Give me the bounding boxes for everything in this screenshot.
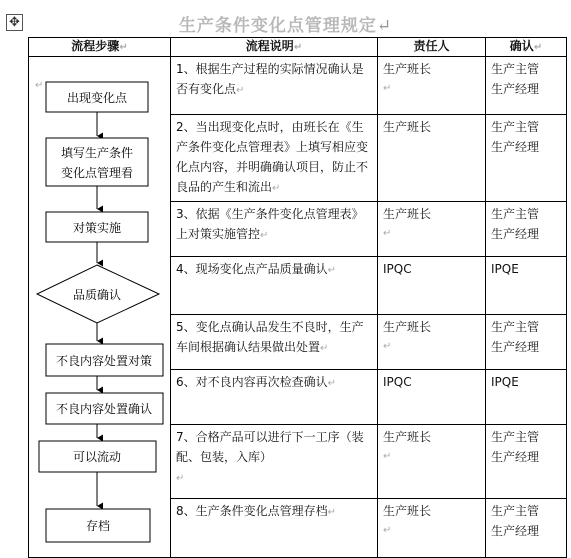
description-text: 2、当出现变化点时，由班长在《生产条件变化点管理表》上填写相应变化点内容，并明确确认项目，防止不良品的产生和流出: [176, 120, 369, 194]
header-confirm: [486, 38, 567, 57]
owner-text: 生产班长: [383, 120, 432, 134]
cell-mark-icon: ↵: [119, 42, 128, 53]
cell-mark-icon: ↵: [383, 341, 392, 352]
paragraph-mark-icon: ↵: [376, 16, 393, 36]
confirm-text: 生产主管: [491, 62, 540, 76]
row-1-owner: [378, 57, 486, 115]
row-5-description: [171, 315, 378, 370]
table-row: [29, 57, 567, 115]
cell-mark-icon: ↵: [320, 343, 329, 354]
document-title: [0, 11, 571, 36]
owner-text: IPQC: [383, 375, 412, 389]
description-text: 8、生产条件变化点管理存档: [176, 504, 328, 518]
confirm-text: 生产主管: [491, 207, 540, 221]
header-label: 责任人: [413, 39, 450, 53]
cell-mark-icon: ↵: [327, 507, 337, 518]
row-1-description: [171, 57, 378, 115]
owner-text: 生产班长: [383, 207, 432, 221]
row-2-confirm: [486, 115, 567, 202]
row-8-owner: [378, 499, 486, 558]
flow-step-6: [46, 393, 163, 424]
cell-mark-icon: ↵: [327, 378, 337, 389]
confirm-text: 生产经理: [491, 227, 540, 241]
cell-mark-icon: ↵: [533, 42, 543, 53]
flow-step-2: [46, 138, 148, 186]
row-2-description: [171, 115, 378, 202]
row-6-owner: [378, 370, 486, 425]
owner-text: 生产班长: [383, 504, 432, 518]
row-8-description: [171, 499, 378, 558]
confirm-text: 生产经理: [491, 524, 540, 538]
confirm-text: 生产主管: [491, 430, 540, 444]
row-4-owner: [378, 257, 486, 315]
row-1-confirm: [486, 57, 567, 115]
description-text: 4、现场变化点产品质量确认: [176, 262, 328, 276]
row-3-confirm: [486, 202, 567, 257]
row-7-confirm: [486, 425, 567, 499]
confirm-text: 生产主管: [491, 504, 540, 518]
confirm-text: 生产经理: [491, 340, 540, 354]
row-6-description: [171, 370, 378, 425]
header-row: [29, 38, 567, 57]
header-flow-steps: [29, 38, 171, 57]
header-description: [171, 38, 378, 57]
row-5-owner: [378, 315, 486, 370]
cell-mark-icon: ↵: [176, 473, 185, 484]
row-6-confirm: [486, 370, 567, 425]
row-5-confirm: [486, 315, 567, 370]
cell-mark-icon: ↵: [327, 265, 337, 276]
flow-step-8: [46, 509, 150, 542]
flow-step-label-line1: 填写生产条件: [60, 146, 134, 160]
flowchart: [29, 57, 171, 547]
title-text: 生产条件变化点管理规定: [178, 16, 377, 36]
row-2-owner: [378, 115, 486, 202]
flow-step-label: 不良内容处置确认: [55, 402, 153, 416]
row-7-owner: [378, 425, 486, 499]
cell-mark-icon: ↵: [260, 230, 269, 241]
header-label: 确认: [509, 39, 534, 53]
description-text: 1、根据生产过程的实际情况确认是否有变化点: [176, 62, 364, 96]
confirm-text: 生产经理: [491, 82, 540, 96]
cell-mark-icon: ↵: [236, 85, 245, 96]
process-table: [28, 37, 567, 558]
header-owner: [378, 38, 486, 57]
flow-step-1: [46, 82, 148, 112]
owner-text: 生产班长: [383, 430, 432, 444]
table-move-handle-icon[interactable]: ✥: [6, 14, 23, 31]
cell-mark-icon: ↵: [35, 80, 44, 91]
flow-step-label: 品质确认: [72, 288, 122, 302]
row-7-description: [171, 425, 378, 499]
description-text: 3、依据《生产条件变化点管理表》上对策实施管控: [176, 207, 364, 241]
cell-mark-icon: ↵: [383, 451, 392, 462]
cell-mark-icon: ↵: [383, 525, 392, 536]
row-4-description: [171, 257, 378, 315]
owner-text: IPQC: [383, 262, 412, 276]
owner-text: 生产班长: [383, 62, 432, 76]
description-text: 5、变化点确认品发生不良时，生产车间根据确认结果做出处置: [176, 320, 364, 354]
description-text: 7、合格产品可以进行下一工序（装配、包装，入库）: [176, 430, 364, 464]
confirm-text: 生产主管: [491, 120, 540, 134]
row-3-owner: [378, 202, 486, 257]
flow-step-label: 存档: [85, 519, 111, 533]
cell-mark-icon: ↵: [383, 228, 392, 239]
flow-step-label-line2: 变化点管理看: [60, 166, 134, 180]
owner-text: 生产班长: [383, 320, 432, 334]
cell-mark-icon: ↵: [293, 42, 303, 53]
row-4-confirm: [486, 257, 567, 315]
flowchart-cell: [29, 57, 171, 558]
cell-mark-icon: ↵: [272, 183, 281, 194]
flow-step-label: 不良内容处置对策: [55, 354, 153, 368]
flow-step-5: [46, 344, 163, 376]
flow-step-3: [46, 212, 148, 242]
flow-step-7: [39, 441, 156, 472]
confirm-text: IPQE: [491, 262, 519, 276]
header-label: 流程说明: [245, 39, 294, 53]
flow-step-label: 对策实施: [72, 221, 122, 235]
flow-decision-quality: [37, 265, 159, 323]
header-label: 流程步骤: [71, 39, 120, 53]
row-8-confirm: [486, 499, 567, 558]
cell-mark-icon: ↵: [383, 83, 392, 94]
confirm-text: IPQE: [491, 375, 519, 389]
flow-step-label: 可以流动: [72, 450, 122, 464]
confirm-text: 生产经理: [491, 140, 540, 154]
row-3-description: [171, 202, 378, 257]
confirm-text: 生产主管: [491, 320, 540, 334]
description-text: 6、对不良内容再次检查确认: [176, 375, 328, 389]
flow-step-label: 出现变化点: [66, 91, 128, 105]
confirm-text: 生产经理: [491, 450, 540, 464]
